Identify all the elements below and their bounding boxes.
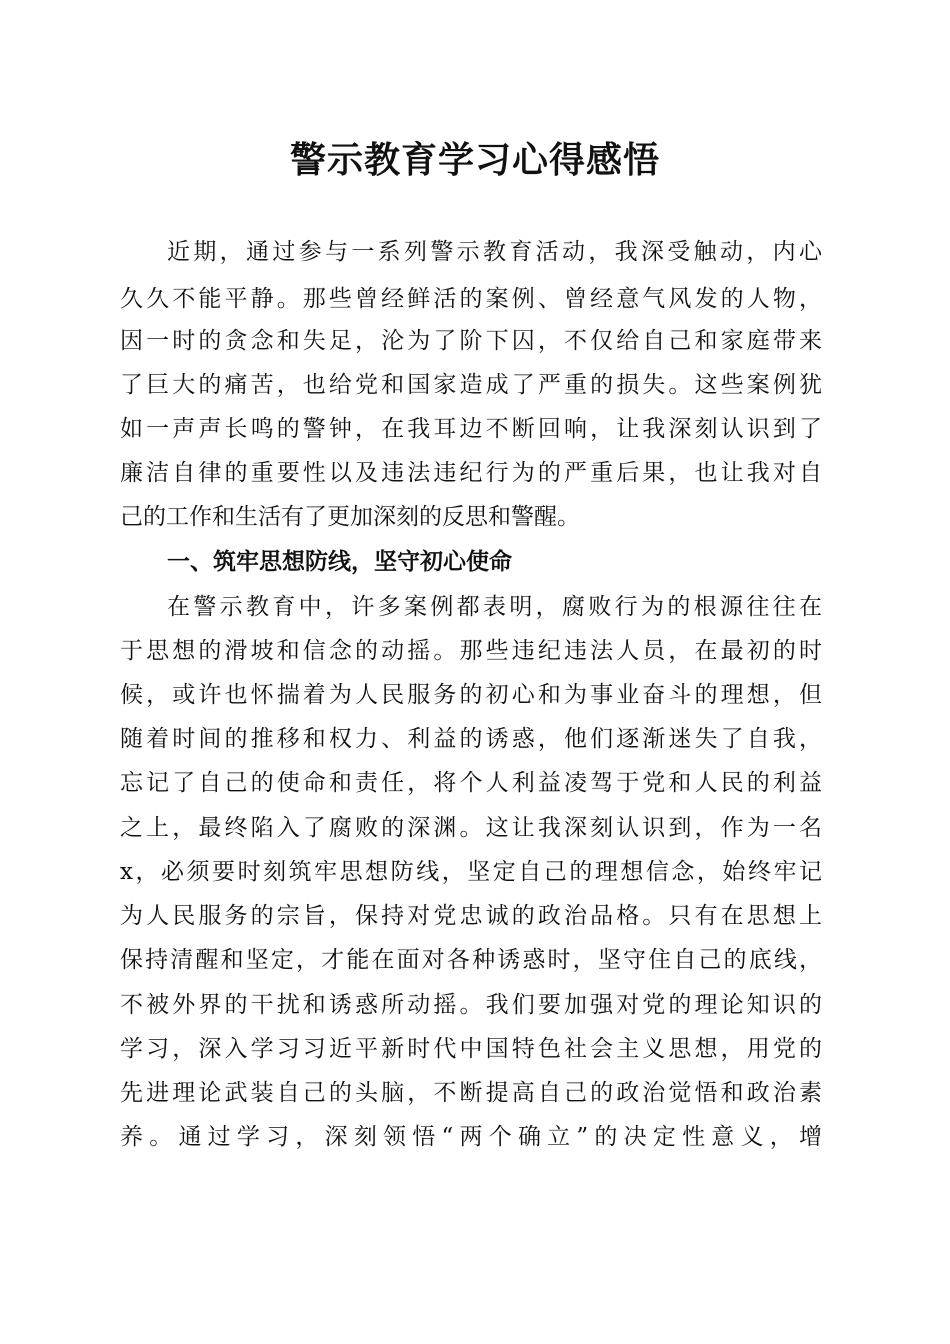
- paragraph-line: 了巨大的痛苦，也给党和国家造成了严重的损失。这些案例犹: [120, 372, 822, 398]
- paragraph-line: 因一时的贪念和失足，沦为了阶下囚，不仅给自己和家庭带来: [120, 328, 822, 354]
- document-title: 警示教育学习心得感悟: [289, 139, 660, 181]
- paragraph-line: 学习，深入学习习近平新时代中国特色社会主义思想，用党的: [120, 1036, 822, 1062]
- section-heading: 一、筑牢思想防线，坚守初心使命: [167, 549, 512, 575]
- paragraph-line: 不被外界的干扰和诱惑所动摇。我们要加强对党的理论知识的: [120, 992, 822, 1018]
- paragraph-line: 为人民服务的宗旨，保持对党忠诚的政治品格。只有在思想上: [120, 903, 822, 929]
- paragraph-line: 近期，通过参与一系列警示教育活动，我深受触动，内心: [167, 239, 822, 265]
- paragraph-line: 候，或许也怀揣着为人民服务的初心和为事业奋斗的理想，但: [120, 682, 822, 708]
- paragraph-line: 养。通过学习，深刻领悟“两个确立”的决定性意义，增: [120, 1124, 822, 1150]
- paragraph-line: 己的工作和生活有了更加深刻的反思和警醒。: [120, 504, 580, 530]
- paragraph-line: 如一声声长鸣的警钟，在我耳边不断回响，让我深刻认识到了: [120, 416, 822, 442]
- paragraph-line: 于思想的滑坡和信念的动摇。那些违纪违法人员，在最初的时: [120, 638, 822, 664]
- paragraph-line: x，必须要时刻筑牢思想防线，坚定自己的理想信念，始终牢记: [120, 859, 822, 885]
- paragraph-line: 随着时间的推移和权力、利益的诱惑，他们逐渐迷失了自我，: [120, 726, 822, 752]
- paragraph-line: 久久不能平静。那些曾经鲜活的案例、曾经意气风发的人物，: [120, 286, 822, 312]
- paragraph-line: 廉洁自律的重要性以及违法违纪行为的严重后果，也让我对自: [120, 460, 822, 486]
- paragraph-line: 忘记了自己的使命和责任，将个人利益凌驾于党和人民的利益: [120, 770, 822, 796]
- paragraph-line: 保持清醒和坚定，才能在面对各种诱惑时，坚守住自己的底线，: [120, 947, 822, 973]
- paragraph-line: 在警示教育中，许多案例都表明，腐败行为的根源往往在: [167, 594, 822, 620]
- paragraph-line: 之上，最终陷入了腐败的深渊。这让我深刻认识到，作为一名: [120, 815, 822, 841]
- paragraph-line: 先进理论武装自己的头脑，不断提高自己的政治觉悟和政治素: [120, 1080, 822, 1106]
